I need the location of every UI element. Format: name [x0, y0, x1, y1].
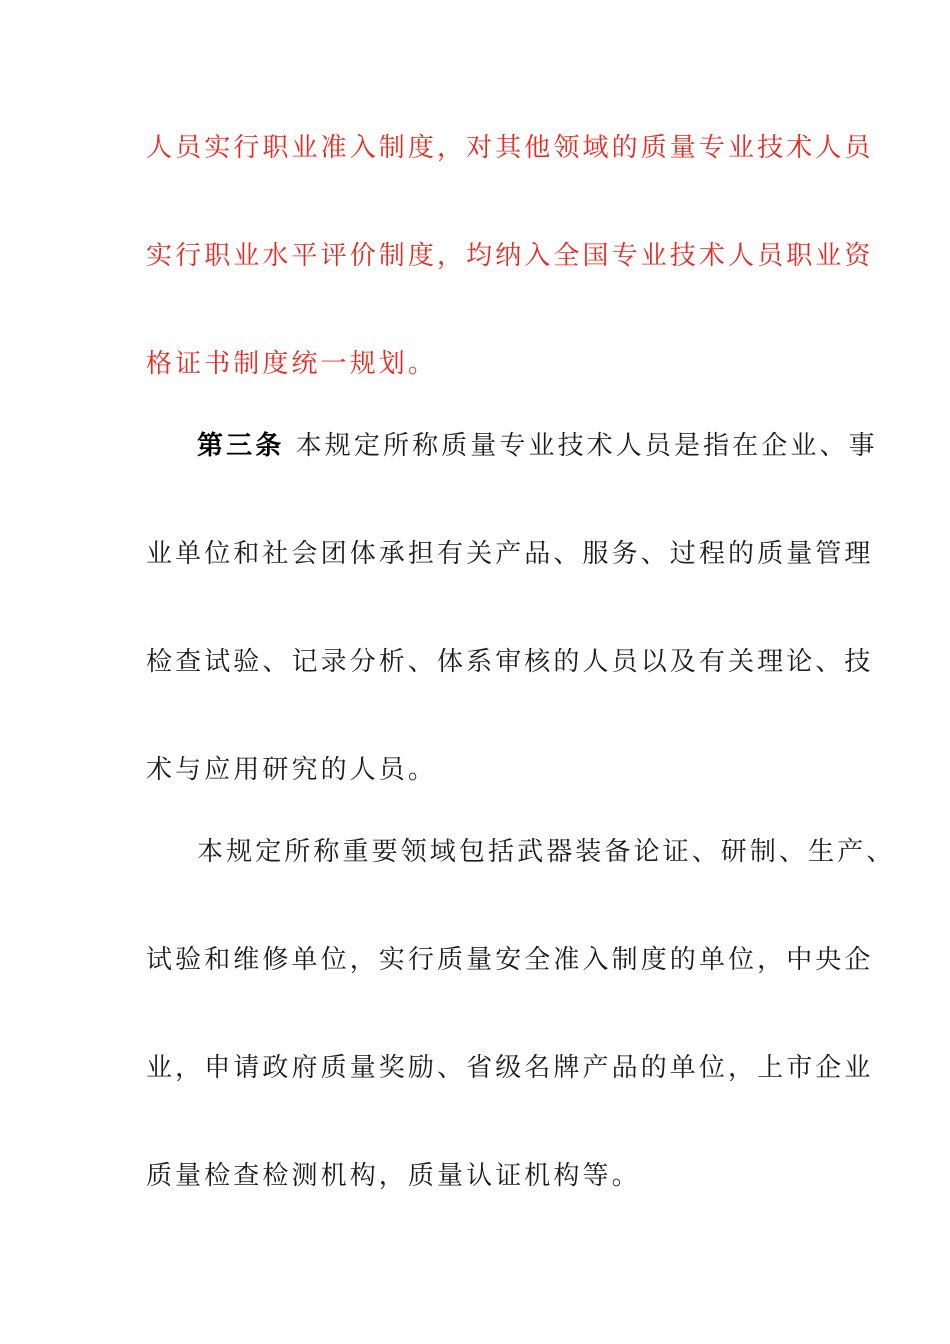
- paragraph-2-line-2: 试验和维修单位，实行质量安全准入制度的单位，中央企: [146, 945, 874, 975]
- paragraph-2-line-3: 业，申请政府质量奖励、省级名牌产品的单位，上市企业: [146, 1053, 874, 1083]
- red-text-line-2: 实行职业水平评价制度，均纳入全国专业技术人员职业资: [146, 241, 874, 271]
- red-text-line-1: 人员实行职业准入制度，对其他领域的质量专业技术人员: [146, 133, 874, 163]
- article-3-heading: 第三条: [197, 431, 285, 461]
- paragraph-2-line-1: 本规定所称重要领域包括武器装备论证、研制、生产、: [197, 837, 896, 867]
- article-3-first-line: [197, 429, 897, 463]
- article-3-line-3: 检查试验、记录分析、体系审核的人员以及有关理论、技: [146, 647, 874, 677]
- article-3-line-4: 术与应用研究的人员。: [146, 755, 438, 785]
- paragraph-2-line-4: 质量检查检测机构，质量认证机构等。: [146, 1161, 641, 1191]
- red-text-line-3: 格证书制度统一规划。: [146, 349, 438, 379]
- article-3-first-line-text: 本规定所称质量专业技术人员是指在企业、事: [284, 431, 878, 461]
- article-3-line-2: 业单位和社会团体承担有关产品、服务、过程的质量管理: [146, 539, 874, 569]
